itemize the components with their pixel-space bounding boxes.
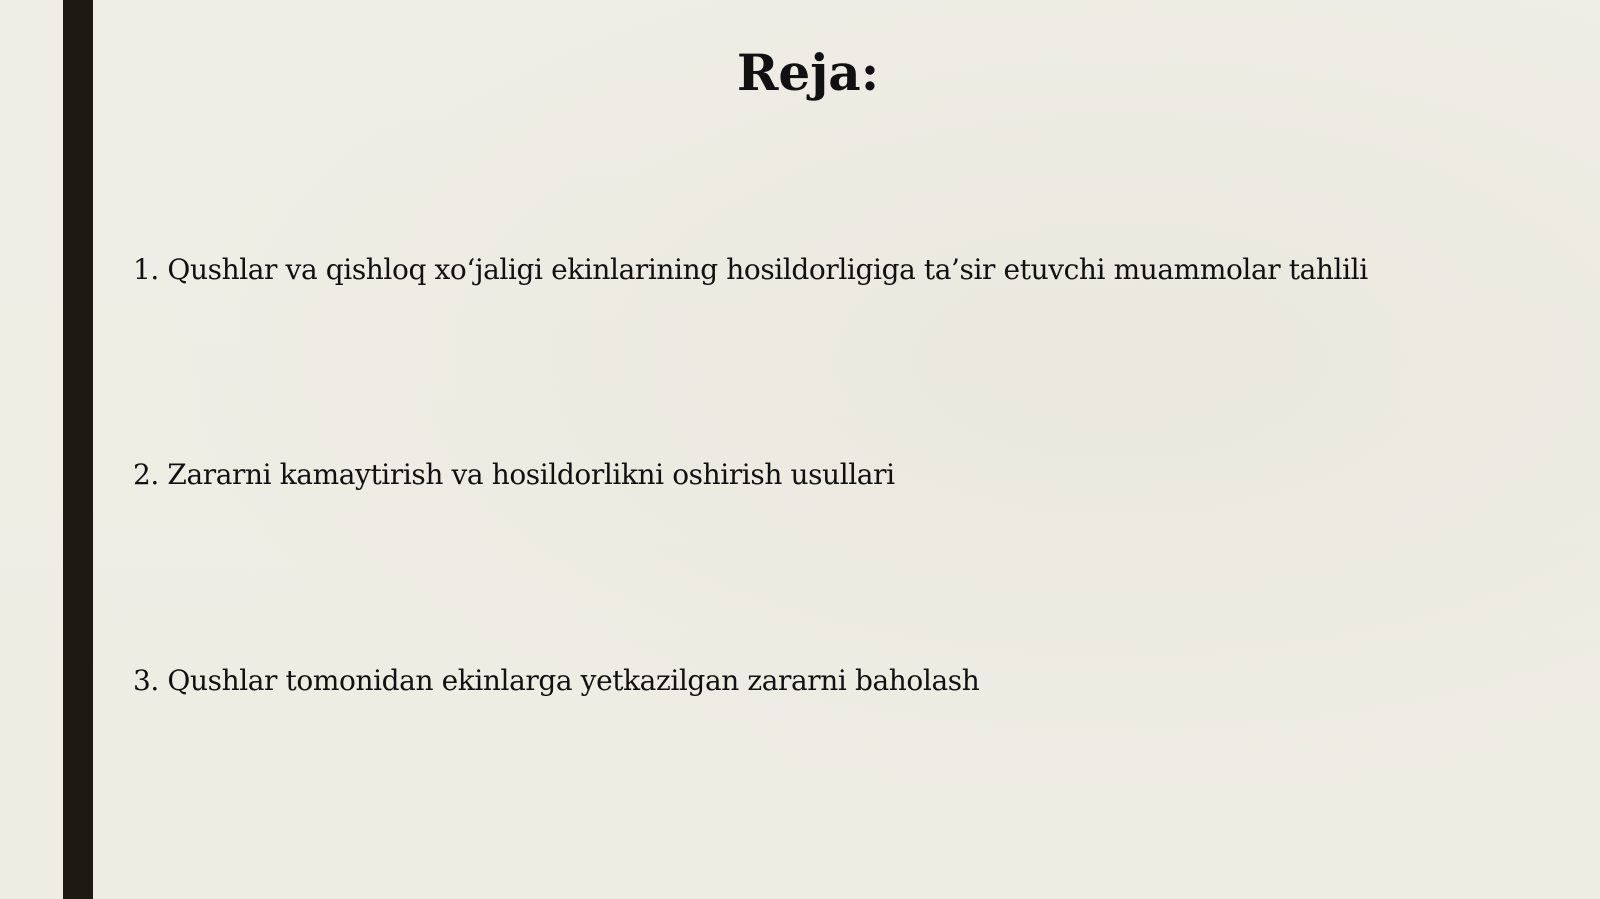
plan-item-1: 1. Qushlar va qishloq xo‘jaligi ekinlarining hosildorligiga ta’sir etuvchi muammolar tahlili	[133, 253, 1368, 286]
accent-bar	[63, 0, 93, 899]
slide-title: Reja:	[736, 43, 880, 102]
plan-item-3: 3. Qushlar tomonidan ekinlarga yetkazilgan zararni baholash	[133, 664, 980, 697]
plan-item-2: 2. Zararni kamaytirish va hosildorlikni oshirish usullari	[133, 458, 895, 491]
